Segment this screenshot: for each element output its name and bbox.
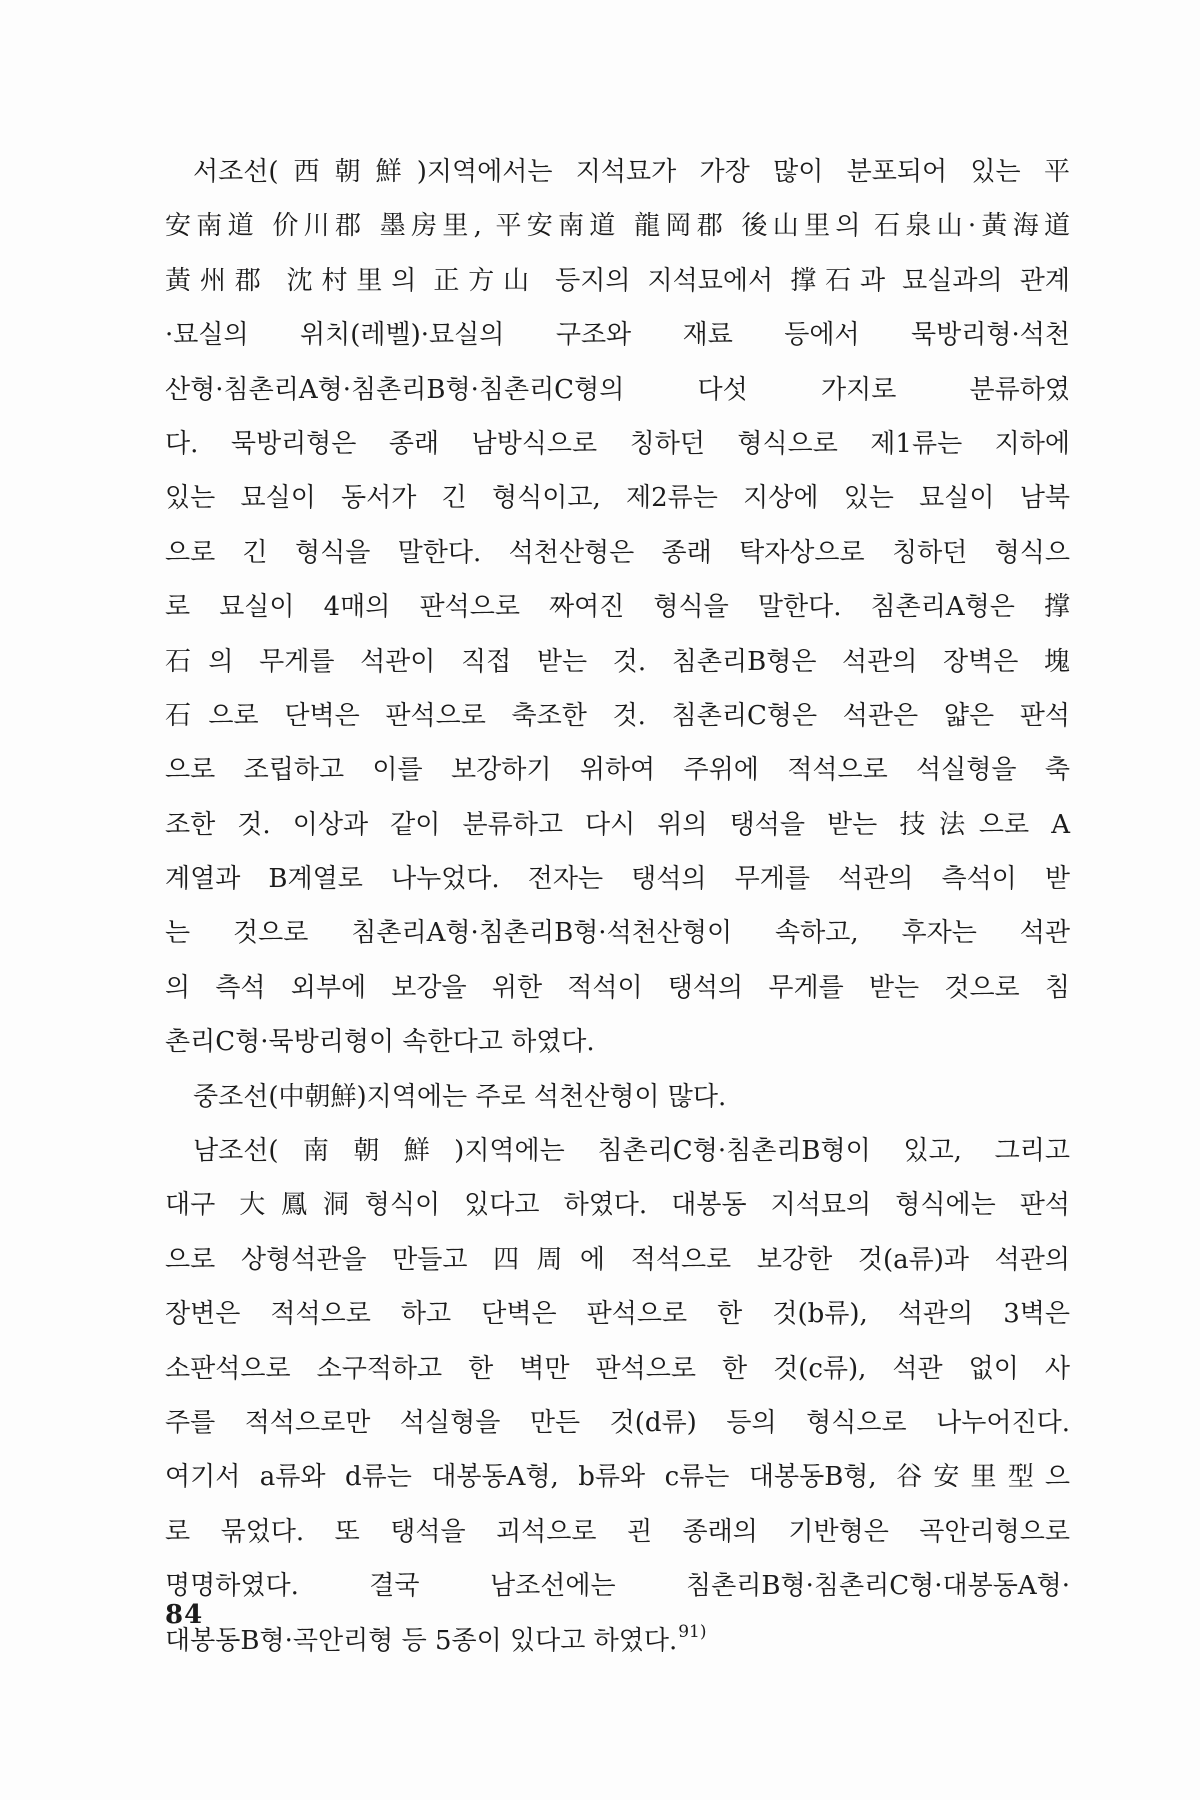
paragraph-1-line-12: 으로 조립하고 이를 보강하기 위하여 주위에 적석으로 석실형을 축 — [165, 755, 1070, 786]
paragraph-1-line-7: 있는 묘실이 동서가 긴 형식이고, 제2류는 지상에 있는 묘실이 남북 — [165, 483, 1070, 514]
page-number: 84 — [165, 1600, 204, 1630]
paragraph-1-line-16: 의 측석 외부에 보강을 위한 적석이 탱석의 무게를 받는 것으로 침 — [165, 972, 1070, 1003]
paragraph-3-line-10-text: 대봉동B형·곡안리형 등 5종이 있다고 하였다. — [165, 1625, 678, 1656]
paragraph-3-line-10 — [165, 1614, 1070, 1668]
paragraph-3-line-6: 주를 적석으로만 석실형을 만든 것(d류) 등의 형식으로 나누어진다. — [165, 1407, 1070, 1438]
paragraph-3-line-3: 으로 상형석관을 만들고 四周에 적석으로 보강한 것(a류)과 석관의 — [165, 1244, 1070, 1275]
paragraph-1-line-9: 로 묘실이 4매의 판석으로 짜여진 형식을 말한다. 침촌리A형은 撑 — [165, 592, 1070, 623]
paragraph-1-line-13: 조한 것. 이상과 같이 분류하고 다시 위의 탱석을 받는 技法으로 A — [165, 809, 1070, 840]
paragraph-3-line-8: 로 묶었다. 또 탱석을 괴석으로 괸 종래의 기반형은 곡안리형으로 — [165, 1516, 1070, 1547]
paragraph-1-line-8: 으로 긴 형식을 말한다. 석천산형은 종래 탁자상으로 칭하던 형식으 — [165, 537, 1070, 568]
paragraph-1-line-14: 계열과 B계열로 나누었다. 전자는 탱석의 무게를 석관의 측석이 받 — [165, 864, 1070, 895]
paragraph-3-line-4: 장변은 적석으로 하고 단벽은 판석으로 한 것(b류), 석관의 3벽은 — [165, 1299, 1070, 1330]
paragraph-1-line-3: 黃州郡 沈村里의 正方山 등지의 지석묘에서 撑石과 묘실과의 관계 — [165, 265, 1070, 296]
paragraph-1-line-2: 安南道 价川郡 墨房里, 平安南道 龍岡郡 後山里의 石泉山·黃海道 — [165, 211, 1070, 242]
footnote-reference[interactable]: 91) — [678, 1621, 707, 1642]
body-text — [165, 145, 1070, 1668]
paragraph-1-line-17: 촌리C형·묵방리형이 속한다고 하였다. — [165, 1027, 595, 1058]
paragraph-1-line-10: 石의 무게를 석관이 직접 받는 것. 침촌리B형은 석관의 장벽은 塊 — [165, 646, 1070, 677]
paragraph-1-line-1: 서조선(西朝鮮)지역에서는 지석묘가 가장 많이 분포되어 있는 平 — [193, 157, 1070, 187]
paragraph-3-line-5: 소판석으로 소구적하고 한 벽만 판석으로 한 것(c류), 석관 없이 사 — [165, 1353, 1070, 1384]
paragraph-1-line-6: 다. 묵방리형은 종래 남방식으로 칭하던 형식으로 제1류는 지하에 — [165, 428, 1070, 459]
paragraph-1-line-4: ·묘실의 위치(레벨)·묘실의 구조와 재료 등에서 묵방리형·석천 — [165, 320, 1070, 351]
paragraph-3-line-1: 남조선(南朝鮮)지역에는 침촌리C형·침촌리B형이 있고, 그리고 — [193, 1136, 1070, 1167]
paragraph-1-line-11: 石으로 단벽은 판석으로 축조한 것. 침촌리C형은 석관은 얇은 판석 — [165, 700, 1070, 731]
paragraph-2-line-1: 중조선(中朝鮮)지역에는 주로 석천산형이 많다. — [193, 1081, 727, 1112]
paragraph-1-line-5: 산형·침촌리A형·침촌리B형·침촌리C형의 다섯 가지로 분류하였 — [165, 374, 1070, 405]
paragraph-3-line-7: 여기서 a류와 d류는 대봉동A형, b류와 c류는 대봉동B형, 谷安里型으 — [165, 1462, 1070, 1493]
paragraph-3-line-9: 명명하였다. 결국 남조선에는 침촌리B형·침촌리C형·대봉동A형· — [165, 1571, 1070, 1602]
paragraph-3-line-2: 대구 大鳳洞형식이 있다고 하였다. 대봉동 지석묘의 형식에는 판석 — [165, 1190, 1070, 1221]
paragraph-1-line-15: 는 것으로 침촌리A형·침촌리B형·석천산형이 속하고, 후자는 석관 — [165, 918, 1070, 949]
